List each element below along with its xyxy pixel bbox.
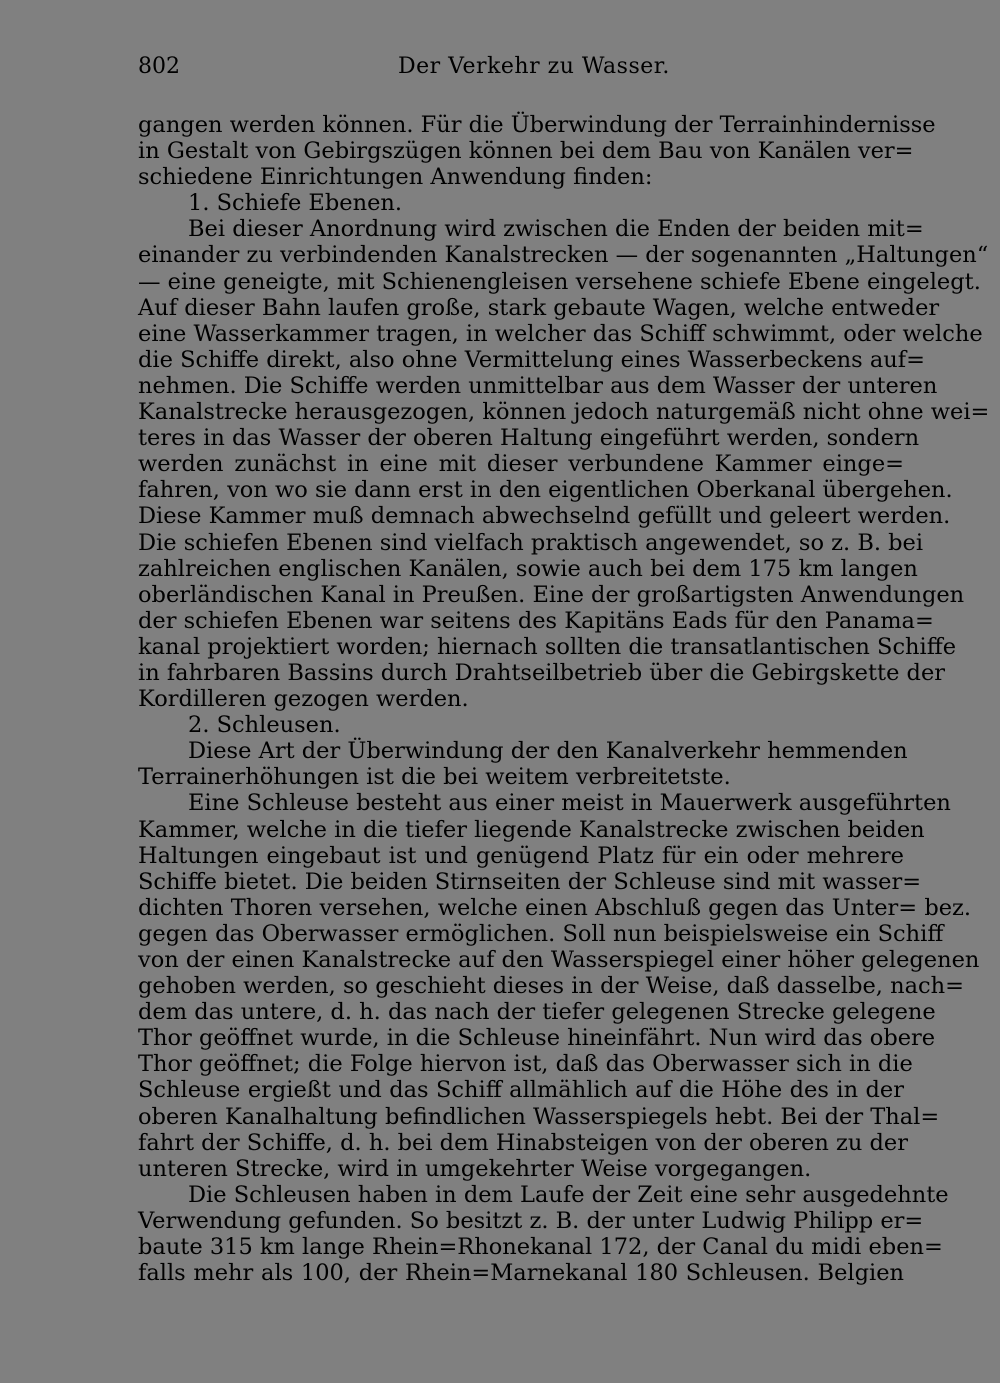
text-line: Schiffe bietet. Die beiden Stirnseiten der Schleuse sind mit wasser=: [138, 868, 922, 895]
text-line: fahren, von wo sie dann erst in den eigentlichen Oberkanal übergehen.: [138, 477, 953, 504]
text-line: gangen werden können. Für die Überwindung der Terrainhindernisse: [138, 112, 936, 138]
text-line: einander zu verbindenden Kanalstrecken — der sogenannten „Haltungen“: [138, 242, 989, 269]
text-line: werden zunächst in eine mit dieser verbundene Kammer einge=: [138, 451, 904, 478]
running-title: Der Verkehr zu Wasser.: [398, 54, 670, 79]
text-line: zahlreichen englischen Kanälen, sowie auch bei dem 175 km langen: [138, 555, 918, 582]
text-line: Eine Schleuse besteht aus einer meist in Mauerwerk ausgeführten: [188, 790, 951, 817]
text-line: Schleuse ergießt und das Schiff allmählich auf die Höhe des in der: [138, 1077, 904, 1104]
text-line: von der einen Kanalstrecke auf den Wasserspiegel einer höher gelegenen: [138, 947, 980, 973]
text-line: Thor geöffnet wurde, in die Schleuse hineinfährt. Nun wird das obere: [138, 1025, 936, 1052]
text-line: 1. Schiefe Ebenen.: [188, 190, 403, 217]
text-line: Die Schleusen haben in dem Laufe der Zeit eine sehr ausgedehnte: [188, 1181, 949, 1208]
text-line: schiedene Einrichtungen Anwendung finden:: [138, 164, 653, 191]
text-line: Bei dieser Anordnung wird zwischen die Enden der beiden mit=: [188, 216, 924, 243]
text-line: kanal projektiert worden; hiernach sollten die transatlantischen Schiffe: [138, 633, 957, 660]
text-line: der schiefen Ebenen war seitens des Kapitäns Eads für den Panama=: [138, 607, 934, 634]
text-line: fahrt der Schiffe, d. h. bei dem Hinabsteigen von der oberen zu der: [138, 1129, 908, 1156]
text-line: dem das untere, d. h. das nach der tiefer gelegenen Strecke gelegene: [138, 999, 936, 1026]
text-line: gehoben werden, so geschieht dieses in der Weise, daß dasselbe, nach=: [138, 973, 964, 1000]
text-line: gegen das Oberwasser ermöglichen. Soll nun beispielsweise ein Schiff: [138, 920, 944, 947]
text-line: 2. Schleusen.: [188, 712, 341, 739]
text-line: Diese Kammer muß demnach abwechselnd gefüllt und geleert werden.: [138, 503, 951, 530]
text-line: Haltungen eingebaut ist und genügend Platz für ein oder mehrere: [138, 842, 904, 869]
text-line: oberen Kanalhaltung befindlichen Wasserspiegels hebt. Bei der Thal=: [138, 1103, 940, 1130]
text-line: Kordilleren gezogen werden.: [138, 686, 469, 713]
text-line: Diese Art der Überwindung der den Kanalverkehr hemmenden: [188, 738, 908, 765]
text-line: Verwendung gefunden. So besitzt z. B. der unter Ludwig Philipp er=: [138, 1207, 924, 1234]
text-line: Kanalstrecke herausgezogen, können jedoch naturgemäß nicht ohne wei=: [138, 399, 990, 426]
text-line: teres in das Wasser der oberen Haltung eingeführt werden, sondern: [138, 425, 920, 452]
text-line: in Gestalt von Gebirgszügen können bei dem Bau von Kanälen ver=: [138, 138, 914, 165]
text-line: falls mehr als 100, der Rhein=Marnekanal 180 Schleusen. Belgien: [138, 1260, 904, 1287]
page-number: 802: [138, 54, 180, 79]
text-line: Thor geöffnet; die Folge hiervon ist, daß das Oberwasser sich in die: [138, 1051, 913, 1078]
text-line: in fahrbaren Bassins durch Drahtseilbetrieb über die Gebirgskette der: [138, 659, 946, 686]
text-line: eine Wasserkammer tragen, in welcher das Schiff schwimmt, oder welche: [138, 320, 983, 347]
text-line: die Schiffe direkt, also ohne Vermittelung eines Wasserbeckens auf=: [138, 346, 925, 373]
page-header: [138, 54, 904, 88]
text-line: oberländischen Kanal in Preußen. Eine der großartigsten Anwendungen: [138, 581, 965, 608]
text-line: — eine geneigte, mit Schienengleisen versehene schiefe Ebene eingelegt.: [138, 268, 981, 295]
text-line: nehmen. Die Schiffe werden unmittelbar aus dem Wasser der unteren: [138, 372, 938, 399]
body-text: [138, 112, 990, 1287]
text-line: unteren Strecke, wird in umgekehrter Weise vorgegangen.: [138, 1155, 812, 1182]
text-line: Die schiefen Ebenen sind vielfach praktisch angewendet, so z. B. bei: [138, 529, 924, 556]
text-line: baute 315 km lange Rhein=Rhonekanal 172, der Canal du midi eben=: [138, 1234, 943, 1261]
text-line: Auf dieser Bahn laufen große, stark gebaute Wagen, welche entweder: [138, 294, 940, 321]
text-line: Terrainerhöhungen ist die bei weitem verbreitetste.: [138, 764, 731, 791]
text-line: dichten Thoren versehen, welche einen Abschluß gegen das Unter= bez.: [138, 894, 972, 921]
text-line: Kammer, welche in die tiefer liegende Kanalstrecke zwischen beiden: [138, 816, 925, 843]
